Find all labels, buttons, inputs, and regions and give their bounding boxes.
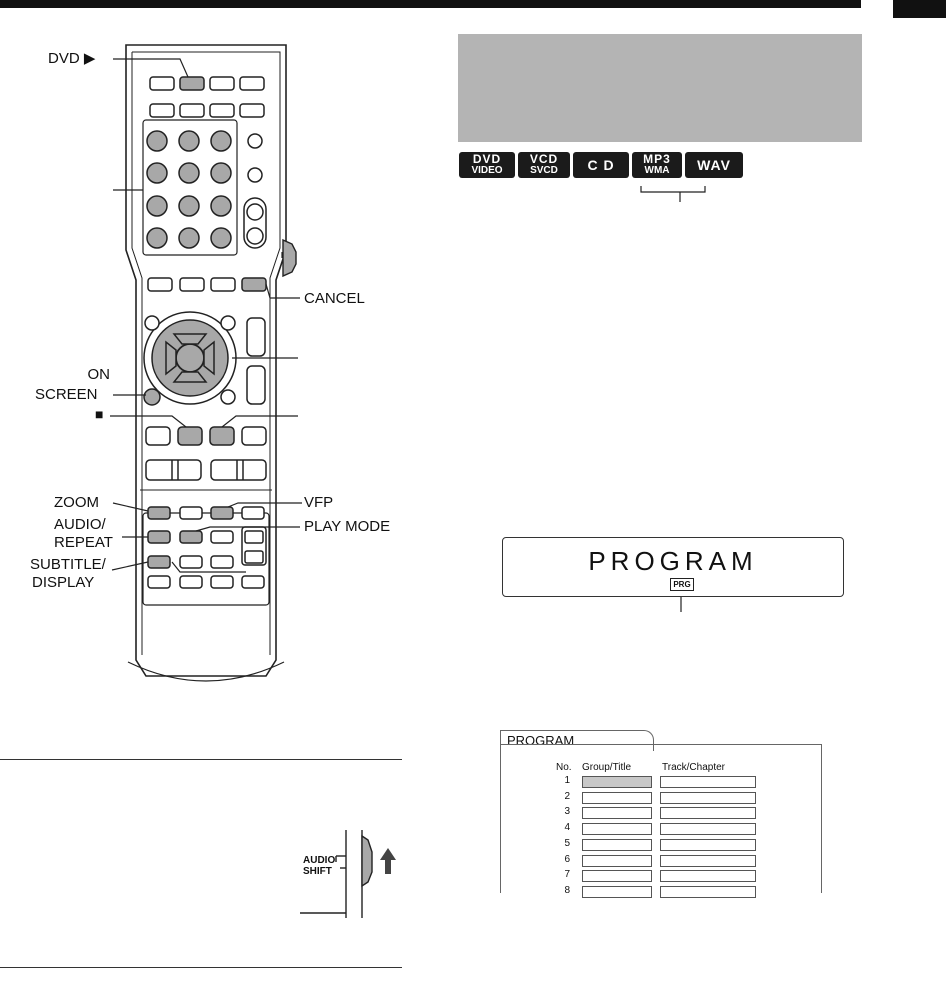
group-title-cell[interactable] (582, 870, 652, 882)
group-title-cell[interactable] (582, 886, 652, 898)
program-row-number: 6 (564, 853, 570, 865)
prg-indicator: PRG (670, 578, 694, 591)
display-label: DISPLAY (32, 574, 95, 591)
section-rule-top (0, 759, 402, 760)
group-title-cell[interactable] (582, 807, 652, 819)
track-chapter-cell[interactable] (660, 776, 756, 788)
vfp-label: VFP (304, 494, 334, 511)
stop-button[interactable] (178, 427, 202, 445)
badge-cd: C D (573, 152, 629, 178)
track-chapter-cell[interactable] (660, 886, 756, 898)
screen-label: SCREEN (35, 386, 98, 403)
arrow-up-icon (380, 848, 396, 874)
audio-shift-audio-label: AUDIO (303, 855, 336, 866)
program-row-number: 8 (564, 884, 570, 896)
program-row-number: 2 (564, 790, 570, 802)
program-tab: PROGRAM (500, 730, 654, 751)
subtitle-display-button[interactable] (148, 556, 170, 568)
stop-label: ■ (95, 406, 104, 422)
badge-wav: WAV (685, 152, 743, 178)
zoom-button[interactable] (148, 507, 170, 519)
group-title-cell[interactable] (582, 839, 652, 851)
vfp-button[interactable] (211, 507, 233, 519)
audio-shift-shift-label: SHIFT (303, 866, 332, 877)
track-chapter-cell[interactable] (660, 823, 756, 835)
badge-vcd-svcd: VCD SVCD (518, 152, 570, 178)
track-chapter-cell[interactable] (660, 870, 756, 882)
program-row-number: 7 (564, 869, 570, 881)
track-chapter-cell[interactable] (660, 839, 756, 851)
dvd-play-label: DVD ▶ (48, 50, 96, 67)
program-row-number: 3 (564, 806, 570, 818)
group-title-cell[interactable] (582, 823, 652, 835)
cancel-label: CANCEL (304, 290, 365, 307)
zoom-label: ZOOM (54, 494, 99, 511)
program-row-number: 1 (564, 775, 570, 786)
program-row-number: 5 (564, 837, 570, 849)
section-header-box (458, 34, 862, 142)
dvd-play-button[interactable] (180, 77, 204, 90)
track-chapter-cell[interactable] (660, 855, 756, 867)
audio-label: AUDIO/ (54, 516, 106, 533)
section-rule-bottom (0, 967, 402, 968)
display-text: PROGRAM (588, 546, 758, 576)
track-chapter-cell[interactable] (660, 807, 756, 819)
group-title-cell[interactable] (582, 776, 652, 788)
badge-dvd-video: DVD VIDEO (459, 152, 515, 178)
cancel-button[interactable] (242, 278, 266, 291)
repeat-label: REPEAT (54, 534, 113, 551)
col-no: No. (556, 762, 572, 773)
col-track-chapter: Track/Chapter (662, 762, 725, 773)
group-title-cell[interactable] (582, 792, 652, 804)
track-chapter-cell[interactable] (660, 792, 756, 804)
audio-repeat-button[interactable] (148, 531, 170, 543)
col-group-title: Group/Title (582, 762, 632, 773)
program-row-number: 4 (564, 822, 570, 834)
on-label: ON (87, 366, 110, 383)
subtitle-label: SUBTITLE/ (30, 556, 106, 573)
badge-mp3-wma: MP3 WMA (632, 152, 682, 178)
group-title-cell[interactable] (582, 855, 652, 867)
play-mode-label: PLAY MODE (304, 518, 391, 535)
on-screen-button[interactable] (144, 389, 160, 405)
